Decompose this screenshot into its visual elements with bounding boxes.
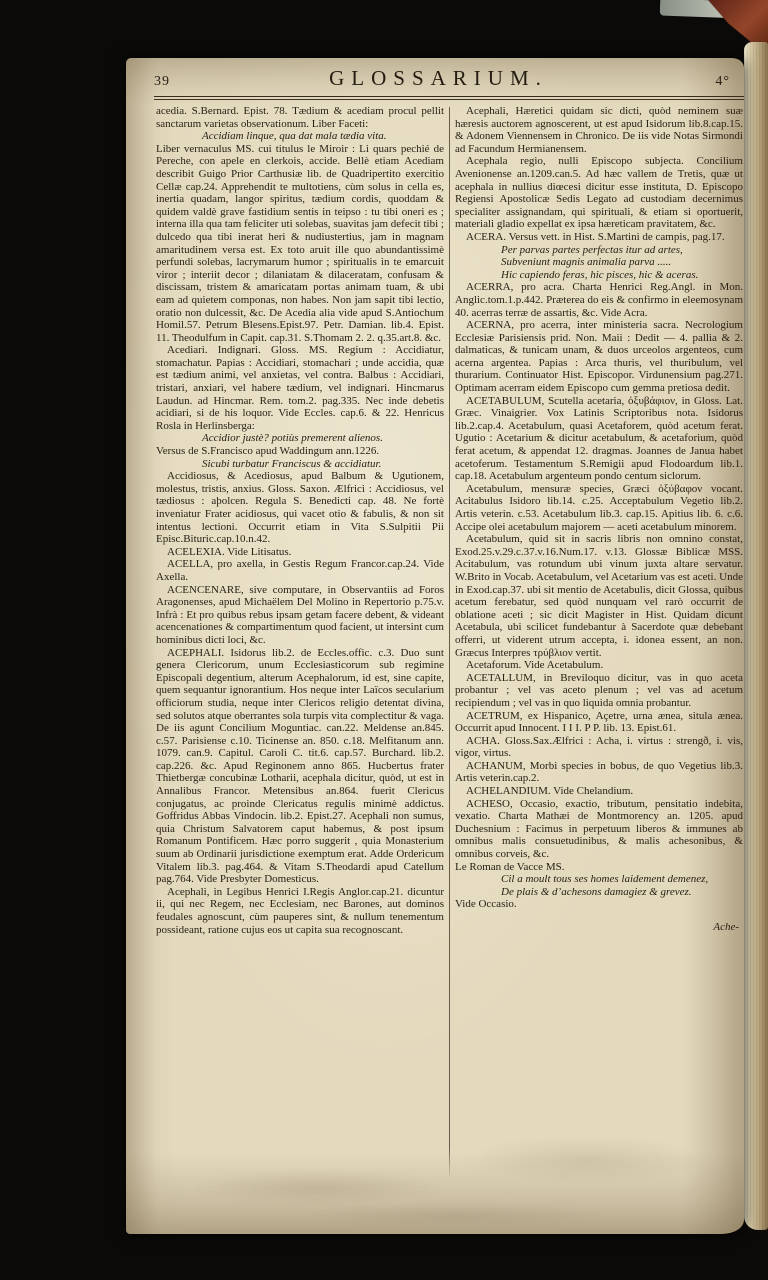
entry-paragraph: ACEPHALI. Isidorus lib.2. de Eccles.offic. c.3. Duo sunt genera Clericorum, unum Ecclesiasticorum sub regimine Episcopali degentium, alterum Acephalorum, id est, sine capite, quem sequantur ignorantium. Hos neque inter Laïcos secularium officiorum studia, neque inter Clericos religio detentat divina, sed solutos atque oberrantes sola turpis vita complectitur & vaga. De iis agunt Concilium Moguntiac. can.22. Meldense an.845. c.57. Parisiense c.10. Ticinense an. 850. c.18. Melfitanum ann. 1079. can.9. Capitul. Caroli C. tit.6. cap.57. Burchard. lib.2. cap.226. &c. Apud Reginonem anno 865. Hucbertus frater Thietbergæ concubinæ Lotharii, acephala dicitur, quòd, ut est in Annalibus Francor. Metensibus an.864. fuerit Clericus conjugatus, ac proinde Clericatus regulis minimè addictus. Goffridus Abbas Vindocin. lib.2. Epist.27. Acephali non sumus, quia Christum Salvatorem caput habemus, & post ipsum Romanum Pontificem. Hæc porro suggerit , quia Monasterium suum ab Ordinarii jurisdictione exemptum erat. Adde Ordericum Vitalem lib.3. pag.464. & Vitam S.Theodardi apud Catellum pag.764. Vide Presbyter Domesticus. bbox=[156, 646, 444, 886]
paragraph: Liber vernaculus MS. cui titulus le Miroir : Li quars pechié de Pereche, con apele en clerkois, accide. Bellè etiam Acediam describit Guigo Prior Carthusiæ lib. de Quadripertito exercitio Cellæ cap.24. Apprehendit te multotiens, cùm solus in cella es, inertia quadam, langor spiritus, tædium cordis, quoddam & quidem valdè grave fastidium sentis in teipso : tu tibi oneri es ; interna illa qua tam feliciter uti solebas, suavitas jam defecit tibi ; dulcedo qua tibi inerat heri & nudiustertius, jam in magnam amaritudinem versa est. Ex toto aruit ille quo abundantissimè perfundi solebas, lacrymarum humor ; spiritualis in te emarcuit viror ; interiit decor ; dilaniatam & dilaceratam, confusam & discissam, tristem & amaricatam portas animam tuam, & ubi eam ad quietem componas, non habes. Non jam sapit tibi lectio, oratio non dulcessit, &c. De Acedia alia vide apud S.Antiochum Homil.57. Petrum Blesens.Epist.97. Petr. Damian. lib.4. Epist. 11. Theodulfum in Capit. cap.31. S.Thomam 2. 2. q.35.art.8. &c. bbox=[156, 142, 444, 344]
entry-paragraph: Acephali, in Legibus Henrici I.Regis Anglor.cap.21. dicuntur ii, qui nec Regem, nec Ecclesiam, nec Barones, aut dominos feudales agnoscunt, cùm pauperes sint, & nullum tenementum possideant, ratione cujus eos ut capita sua recognoscant. bbox=[156, 885, 444, 936]
entry-paragraph: ACHELANDIUM. Vide Chelandium. bbox=[466, 785, 634, 798]
glossary-page bbox=[126, 58, 744, 1234]
verse-line: De plais & d’achesons damagiez & grevez. bbox=[501, 885, 692, 898]
entry-paragraph: ACELLA, pro axella, in Gestis Regum Francor.cap.24. Vide Axella. bbox=[156, 558, 444, 583]
entry-paragraph: ACELEXIA. Vide Litisatus. bbox=[167, 545, 292, 558]
entry-paragraph: ACHESO, Occasio, exactio, tributum, pensitatio indebita, vexatio. Charta Mathæi de Montmorency an. 1205. apud Duchesnium : Facimus in perpetuum liberos & immunes ab omnibus malis consuetudinibus, & malis achesonibus, & omnibus corveis, &c. bbox=[455, 797, 743, 861]
running-title: GLOSSARIUM. bbox=[329, 66, 548, 90]
entry-paragraph: Acediari. Indignari. Gloss. MS. Regium : Accidiatur, stomachatur. Papias : Accidiari, stomachari ; unde accidia, quæ est tædium animi, vel anxietas, vel contra. Balbus : Accidiari, tristari, anxiari, vel habere tædium, vel indignari. Hincmarus Laudun. ad Hincmar. Rem. tom.2. pag.335. Nec inde debetis acidiari, si de his loquor. Vide Eccles. cap.6. & 22. Henricus Rosla in Herlinsberga: bbox=[156, 344, 444, 432]
verse-line: Cil a moult tous ses homes laidement demenez, bbox=[501, 873, 709, 886]
catchword: Ache- bbox=[713, 921, 739, 933]
page-number-right: 4° bbox=[715, 74, 730, 89]
entry-paragraph: Acetaforum. Vide Acetabulum. bbox=[466, 659, 604, 672]
paragraph: acedia. S.Bernard. Epist. 78. Tædium & acediam procul pellit sanctarum varietas observationum. Liber Faceti: bbox=[156, 105, 444, 130]
entry-paragraph: Acetabulum, quid sit in sacris libris non omnino constat, Exod.25.v.29.c.37.v.16.Num.17. v.13. Glossæ Biblicæ MSS. Acitabulum, vas rotundum ubi vinum juxta altare servatur. W.Brito in Vocab. Acetabulum, vel Acetarium vas est aceti. Unde in Exod.cap.37. ubi sit mentio de Acetabulis, dicit Glossa, quibus acetum ferebatur, sed quòd nunquam vel rarò occurrit de oblatione aceti ; sic dicit Magister in Hist. Quidam dicunt Acetabula, ubi scilicet fundebantur à Sacerdote quæ debebant offerri, ut viderent utrum accepta, i. idonea essent, an non. Græcus Interpres τρύβλιον vertit. bbox=[455, 533, 743, 659]
column-divider-rule bbox=[449, 107, 450, 1179]
entry-paragraph: ACERRA, pro acra. Charta Henrici Reg.Angl. in Mon. Anglic.tom.1.p.442. Præterea do eis & confirmo in eleemosynam 40. acerras terræ de assartis, &c. Vide Acra. bbox=[455, 281, 743, 319]
verse-line: Accidiam linque, qua dat mala tædia vita. bbox=[202, 130, 387, 143]
verse-line: Per parvas partes perfectas itur ad artes, bbox=[501, 243, 683, 256]
entry-paragraph: ACETRUM, ex Hispanico, Açetre, urna ænea, situla ænea. Occurrit apud Innocent. I I I. P P. lib. 13. Epist.61. bbox=[455, 709, 743, 735]
page-header bbox=[126, 58, 744, 92]
entry-paragraph: ACHANUM, Morbi species in bobus, de quo Vegetius lib.3. Artis veterin.cap.2. bbox=[455, 759, 743, 785]
entry-paragraph: ACERA. Versus vett. in Hist. S.Martini de campis, pag.17. bbox=[466, 230, 725, 243]
left-column bbox=[156, 105, 444, 1179]
entry-paragraph: Acephala regio, nulli Episcopo subjecta. Concilium Avenionense an.1209.can.5. Ad hæc vallem de Tretis, quæ ut acephala in nullius diœcesi dicitur esse instituta, D. Episcopo Regiensi Apostolicæ Sedis Legato ad custodiam decernimus specialiter assignandam, qui spirituali, & etiam si oportuerit, materiali gladio expellat ex ipsa hæreticam pravitatem, &c. bbox=[455, 155, 743, 231]
entry-paragraph: ACETABULUM, Scutella acetaria, ὀξυβάφιον, in Gloss. Lat. Græc. Vinaigrier. Vox Latinis Scriptoribus nota. Isidorus lib.2.cap.4. Acetabulum, quasi Acetaforem, quòd acetum ferat. Ugutio : Acetarium & dicitur acetabulum, & acetaforium, quòd ferat acetum, & appendat 12. dragmas. Joannes de Janua habet acetoferum. Testamentum S.Remigii apud Flodoardum lib.1. cap.18. Acetabulum argenteum pondo centum siclorum. bbox=[455, 394, 743, 483]
entry-paragraph: ACERNA, pro acerra, inter ministeria sacra. Necrologium Ecclesiæ Parisiensis prid. Non. Maii : Dedit — 4. pallia & 2. dalmaticas, & tunicam unam, & duos urceolos argenteos, cum acerna argentea. Papias : Arca thuris, vel thuribulum, vel thurarium. Continuator Hist. Episcopor. Virdunensium pag.271. Optimam acerram eidem Episcopo cum gemma pretiosa dedit. bbox=[455, 319, 743, 395]
header-double-rule bbox=[154, 96, 744, 100]
right-column bbox=[455, 105, 743, 1179]
paragraph: Le Roman de Vacce MS. bbox=[455, 860, 565, 873]
entry-paragraph: Acephali, Hæretici quidam sic dicti, quòd neminem suæ hæresis auctorem agnoscerent, ut est apud Isidorum lib.8.cap.15. & Adonem Viennensem in Chronico. De iis vide Notas Sirmondi ad Facundum Hermianensem. bbox=[455, 105, 743, 155]
page-number-left: 39 bbox=[154, 74, 170, 89]
entry-paragraph: Accidiosus, & Acediosus, apud Balbum & Ugutionem, molestus, tristis, anxius. Gloss. Saxon. Ælfrici : Accidiosus, vel tædiosus : aþolcen. Regula S. Benedicti cap. 48. Ne fortè inveniatur Frater acidiosus, qui vacet otio & fabulis, & non sit intentus lectioni. Occurrit etiam in Vita S.Sulpitii Pii Episc.Bituric.cap.10.n.42. bbox=[156, 470, 444, 546]
entry-paragraph: Acetabulum, mensuræ species, Græci ὀξύβαφον vocant. Acitabulus Isidoro lib.14. c.25. Acceptabulum Vegetio lib.2. Artis veterin. c.53. Acetabulum lib.3. cap.15. Apitius lib. 6. c.6. Accipe olei acetabulum majorem — aceti acetabulum minorem. bbox=[455, 482, 743, 533]
entry-paragraph: ACENCENARE, sive computare, in Observantiis ad Foros Aragonenses, apud Michaëlem Del Molino in Repertorio p.75.v. Infrà : Et pro quibus rebus ipsam getam facere debent, & videant acencenationes & compartimentum quod facient, ut intersint cum hominibus dicti loci, &c. bbox=[156, 583, 444, 646]
show-through-stain bbox=[306, 1204, 606, 1226]
entry-paragraph: ACETALLUM, in Breviloquo dicitur, vas in quo aceta probantur ; vel vas aceto plenum ; vel vas ad acetum recipiendum ; vel vas in quo liquida omnia probantur. bbox=[455, 671, 743, 709]
entry-paragraph: ACHA. Gloss.Sax.Ælfrici : Acha, i. virtus : strengð, i. vis, vigor, virtus. bbox=[455, 734, 743, 760]
verse-line: Subveniunt magnis animalia parva ..... bbox=[501, 256, 672, 269]
verse-line: Hic capiendo feras, hic pisces, hic & aceras. bbox=[501, 268, 699, 281]
book-fore-edge bbox=[744, 42, 768, 1230]
paragraph: Versus de S.Francisco apud Waddingum ann.1226. bbox=[156, 445, 380, 458]
paragraph: Vide Occasio. bbox=[455, 898, 517, 911]
verse-line: Sicubi turbatur Franciscus & accidiatur. bbox=[202, 457, 382, 470]
verse-line: Accidior justè? potiùs premerent alienos. bbox=[202, 432, 383, 445]
text-columns bbox=[156, 105, 743, 1179]
